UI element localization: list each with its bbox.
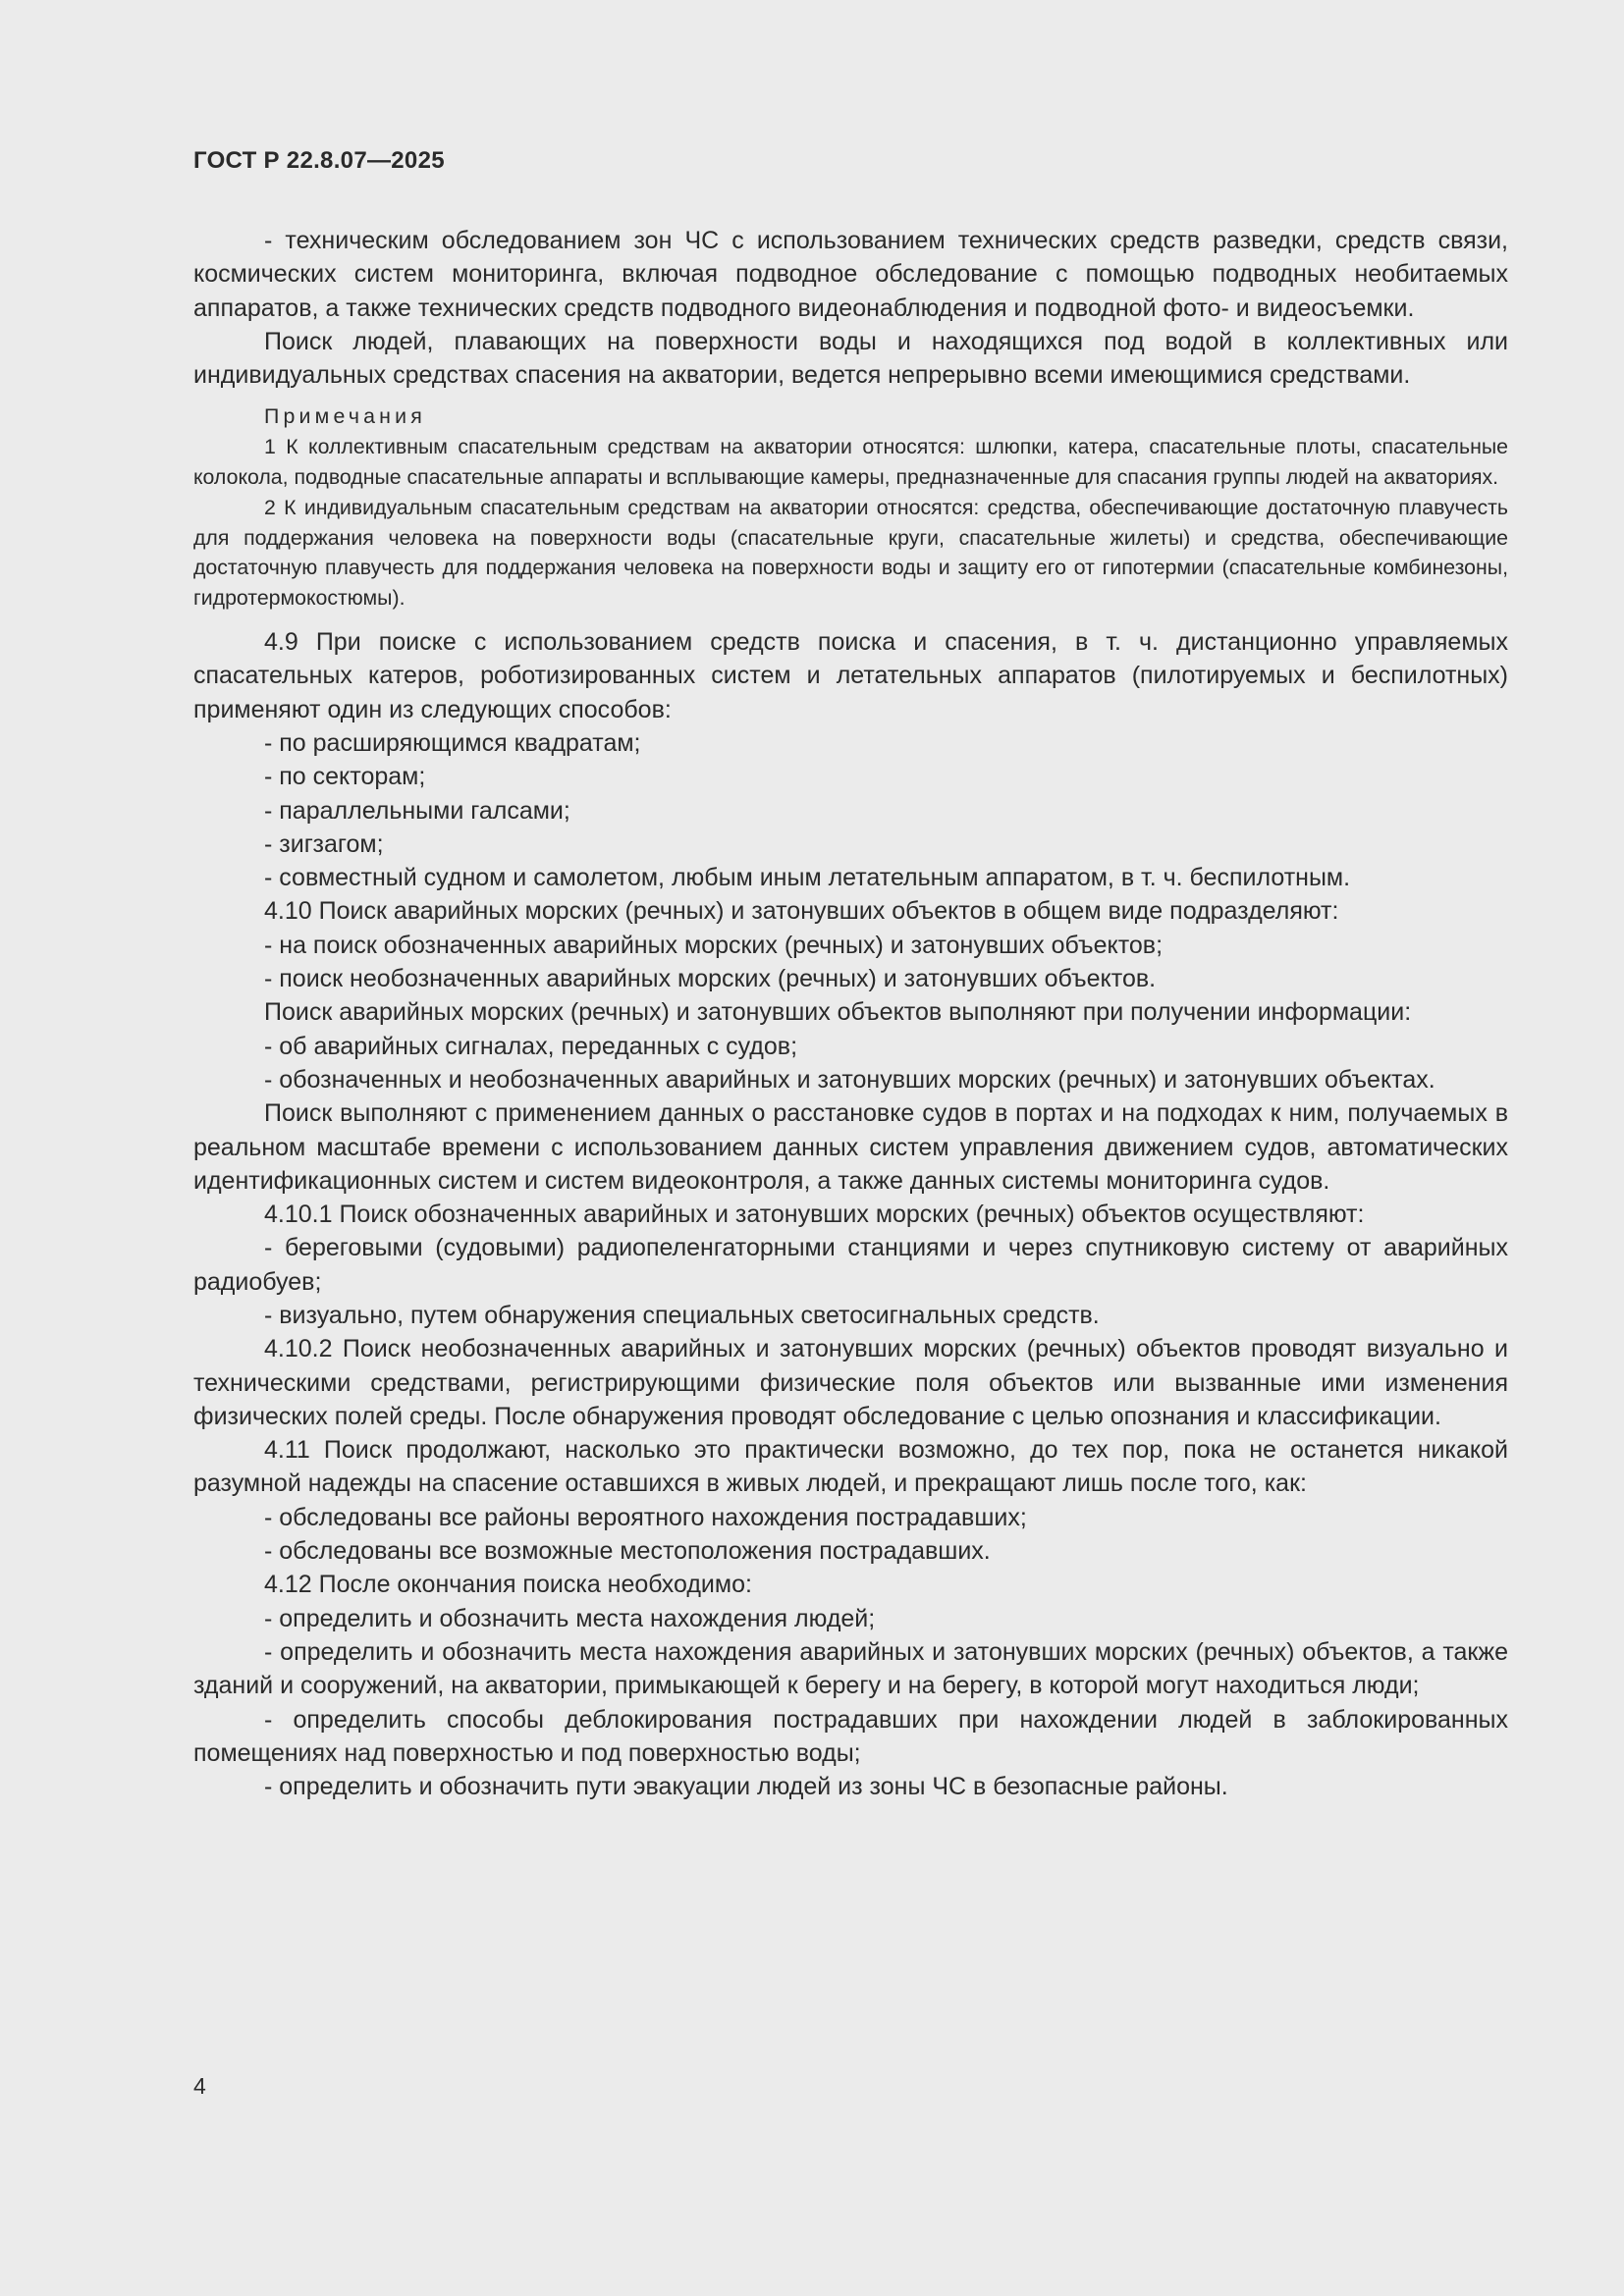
list-item: - обследованы все районы вероятного нахождения пострадавших;: [264, 1503, 1027, 1531]
paragraph: - техническим обследованием зон ЧС с использованием технических средств разведки, средств связи, космических систем мониторинга, включая подводное обследование с помощью подводных необитаемых аппаратов, а также технических средств подводного видеонаблюдения и подводной фото- и видеосъемки.: [193, 227, 1508, 322]
paragraph: 4.10.1 Поиск обозначенных аварийных и затонувших морских (речных) объектов осуществляют:: [264, 1201, 1365, 1229]
list-item: - визуально, путем обнаружения специальных светосигнальных средств.: [264, 1302, 1100, 1329]
paragraph: 4.10.2 Поиск необозначенных аварийных и затонувших морских (речных) объектов проводят визуально и техническими средствами, регистрирующими физические поля объектов или вызванные ими изменения физических полей среды. После обнаружения проводят обследование с целью опознания и классификации.: [193, 1335, 1508, 1430]
paragraph: Поиск людей, плавающих на поверхности воды и находящихся под водой в коллективных или индивидуальных средствах спасения на акватории, ведется непрерывно всеми имеющимися средствами.: [193, 327, 1508, 390]
page-number: 4: [193, 2073, 206, 2099]
list-item: - определить и обозначить пути эвакуации людей из зоны ЧС в безопасные районы.: [264, 1773, 1228, 1801]
list-item: - определить и обозначить места нахождения людей;: [264, 1604, 876, 1632]
paragraph: 4.12 После окончания поиска необходимо:: [264, 1571, 752, 1599]
list-item: - береговыми (судовыми) радиопеленгаторными станциями и через спутниковую систему от аварийных радиобуев;: [193, 1234, 1508, 1296]
list-item: - об аварийных сигналах, переданных с судов;: [264, 1032, 798, 1060]
document-body: [193, 224, 1508, 1803]
list-item: - по расширяющимся квадратам;: [264, 728, 641, 757]
notes-title: Примечания: [264, 404, 426, 429]
list-item: - на поиск обозначенных аварийных морских (речных) и затонувших объектов;: [264, 931, 1164, 959]
paragraph: 4.11 Поиск продолжают, насколько это практически возможно, до тех пор, пока не останется никакой разумной надежды на спасение оставшихся в живых людей, и прекращают лишь после того, как:: [193, 1436, 1508, 1498]
paragraph: Поиск аварийных морских (речных) и затонувших объектов выполняют при получении информации:: [264, 998, 1412, 1027]
list-item: - по секторам;: [264, 763, 426, 791]
list-item: - определить и обозначить места нахождения аварийных и затонувших морских (речных) объектов, а также зданий и сооружений, на акватории, примыкающей к берегу и на берегу, в которой могут находиться люди;: [193, 1637, 1508, 1700]
list-item: - зигзагом;: [264, 829, 384, 858]
list-item: - обозначенных и необозначенных аварийных и затонувших морских (речных) и затонувших объектах.: [264, 1065, 1435, 1094]
paragraph: 4.10 Поиск аварийных морских (речных) и затонувших объектов в общем виде подразделяют:: [264, 897, 1339, 926]
list-item: - определить способы деблокирования пострадавших при нахождении людей в заблокированных помещениях над поверхностью и под поверхностью воды;: [193, 1705, 1508, 1767]
paragraph: Поиск выполняют с применением данных о расстановке судов в портах и на подходах к ним, получаемых в реальном масштабе времени с использованием данных систем управления движением судов, автоматических идентификационных систем и систем видеоконтроля, а также данных системы мониторинга судов.: [193, 1099, 1508, 1195]
list-item: - параллельными галсами;: [264, 796, 570, 825]
list-item: - обследованы все возможные местоположения пострадавших.: [264, 1537, 991, 1566]
list-item: - поиск необозначенных аварийных морских (речных) и затонувших объектов.: [264, 965, 1157, 993]
note-item: 2 К индивидуальным спасательным средствам на акватории относятся: средства, обеспечивающие достаточную плавучесть для поддержания человека на поверхности воды (спасательные круги, спасательные жилеты) и средства, обеспечивающие достаточную плавучесть для поддержания человека на поверхности воды и защиту его от гипотермии (спасательные комбинезоны, гидротермокостюмы).: [193, 495, 1508, 611]
paragraph: 4.9 При поиске с использованием средств поиска и спасения, в т. ч. дистанционно управляемых спасательных катеров, роботизированных систем и летательных аппаратов (пилотируемых и беспилотных) применяют один из следующих способов:: [193, 628, 1508, 723]
document-header-code: ГОСТ Р 22.8.07—2025: [193, 147, 445, 174]
notes-block: [193, 401, 1508, 614]
note-item: 1 К коллективным спасательным средствам на акватории относятся: шлюпки, катера, спасательные плоты, спасательные колокола, подводные спасательные аппараты и всплывающие камеры, предназначенные для спасания группы людей на акваториях.: [193, 435, 1508, 490]
list-item: - совместный судном и самолетом, любым иным летательным аппаратом, в т. ч. беспилотным.: [264, 864, 1351, 892]
